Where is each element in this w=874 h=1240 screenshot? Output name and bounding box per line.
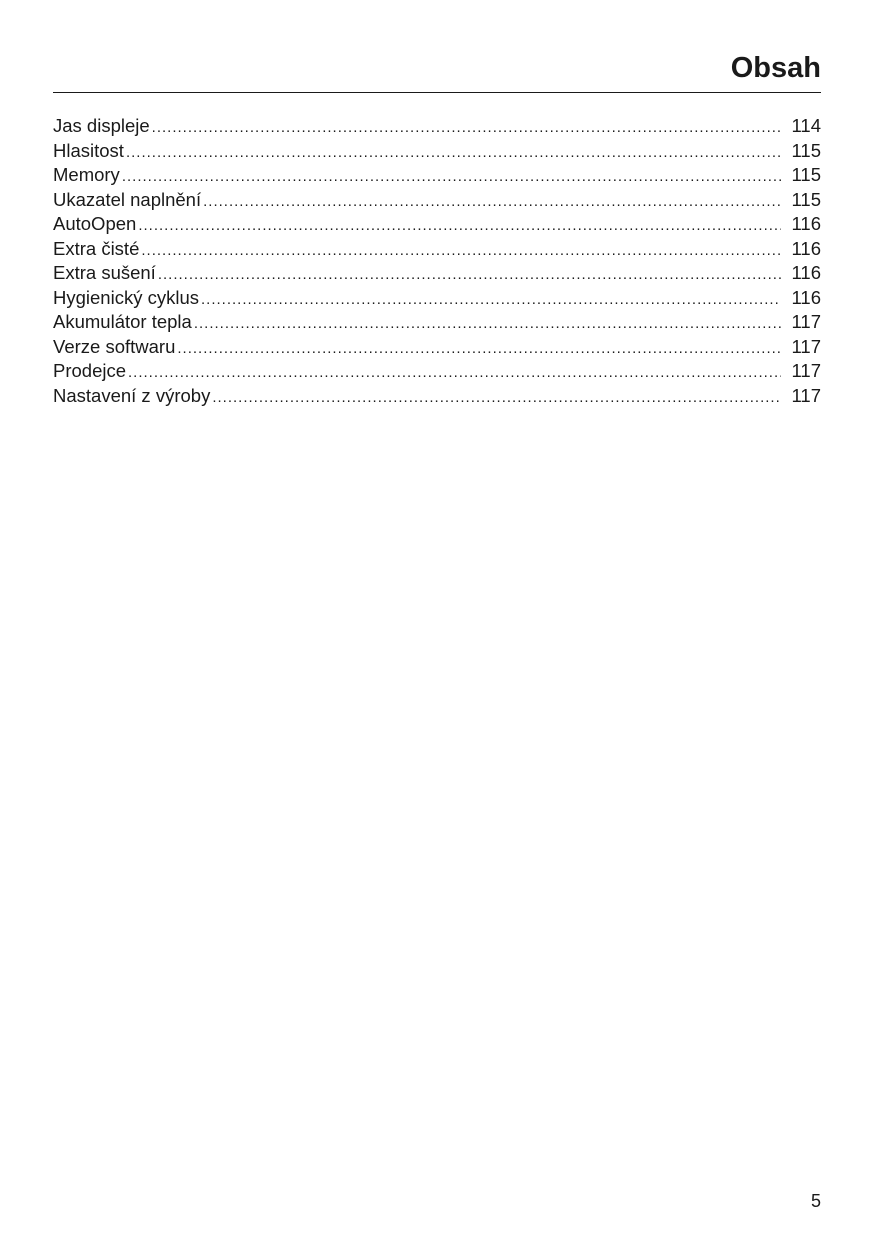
page-number: 5	[810, 1191, 821, 1211]
dot-leader	[212, 386, 781, 409]
toc-entry[interactable]	[53, 359, 821, 384]
toc-entry[interactable]	[53, 139, 821, 164]
toc-entry-label: Memory	[53, 164, 120, 185]
dot-leader	[194, 312, 781, 335]
toc-entry-page: 117	[791, 335, 821, 357]
page-header	[53, 48, 821, 93]
toc-entry[interactable]	[53, 237, 821, 262]
toc-entry[interactable]	[53, 114, 821, 139]
toc-entry-page: 116	[791, 237, 821, 259]
toc-entry-label: Hlasitost	[53, 139, 124, 161]
table-of-contents	[53, 114, 821, 408]
dot-leader	[152, 116, 781, 139]
toc-entry-page: 116	[791, 286, 821, 308]
dot-leader	[201, 288, 781, 311]
toc-entry[interactable]	[53, 188, 821, 213]
toc-entry-page: 115	[791, 164, 821, 185]
toc-entry[interactable]	[53, 384, 821, 409]
dot-leader	[203, 190, 781, 213]
toc-entry-label: Akumulátor tepla	[53, 311, 192, 332]
toc-entry-page: 117	[791, 311, 821, 332]
toc-entry-page: 114	[791, 115, 821, 136]
toc-entry-label: Jas displeje	[53, 115, 150, 136]
toc-entry-label: Extra čisté	[53, 237, 140, 259]
dot-leader	[126, 141, 781, 164]
toc-entry-page: 115	[791, 139, 821, 161]
toc-entry-label: Verze softwaru	[53, 335, 176, 357]
toc-entry[interactable]	[53, 310, 821, 335]
dot-leader	[122, 165, 781, 188]
toc-entry-label: AutoOpen	[53, 213, 137, 234]
toc-entry-page: 116	[791, 213, 821, 234]
toc-entry-page: 117	[791, 360, 821, 381]
toc-entry-page: 115	[791, 188, 821, 210]
toc-entry[interactable]	[53, 335, 821, 360]
toc-entry[interactable]	[53, 261, 821, 286]
toc-entry-label: Prodejce	[53, 360, 127, 381]
toc-entry-page: 116	[791, 262, 821, 283]
dot-leader	[158, 263, 781, 286]
dot-leader	[177, 337, 781, 360]
toc-entry-label: Ukazatel naplnění	[53, 188, 202, 210]
toc-entry[interactable]	[53, 212, 821, 237]
toc-entry[interactable]	[53, 163, 821, 188]
page-title: Obsah	[730, 52, 821, 84]
dot-leader	[141, 239, 781, 262]
toc-entry-page: 117	[791, 384, 821, 406]
toc-entry[interactable]	[53, 286, 821, 311]
toc-entry-label: Extra sušení	[53, 262, 156, 283]
toc-entry-label: Hygienický cyklus	[53, 286, 199, 308]
toc-entry-label: Nastavení z výroby	[53, 384, 211, 406]
dot-leader	[138, 214, 781, 237]
dot-leader	[128, 361, 781, 384]
